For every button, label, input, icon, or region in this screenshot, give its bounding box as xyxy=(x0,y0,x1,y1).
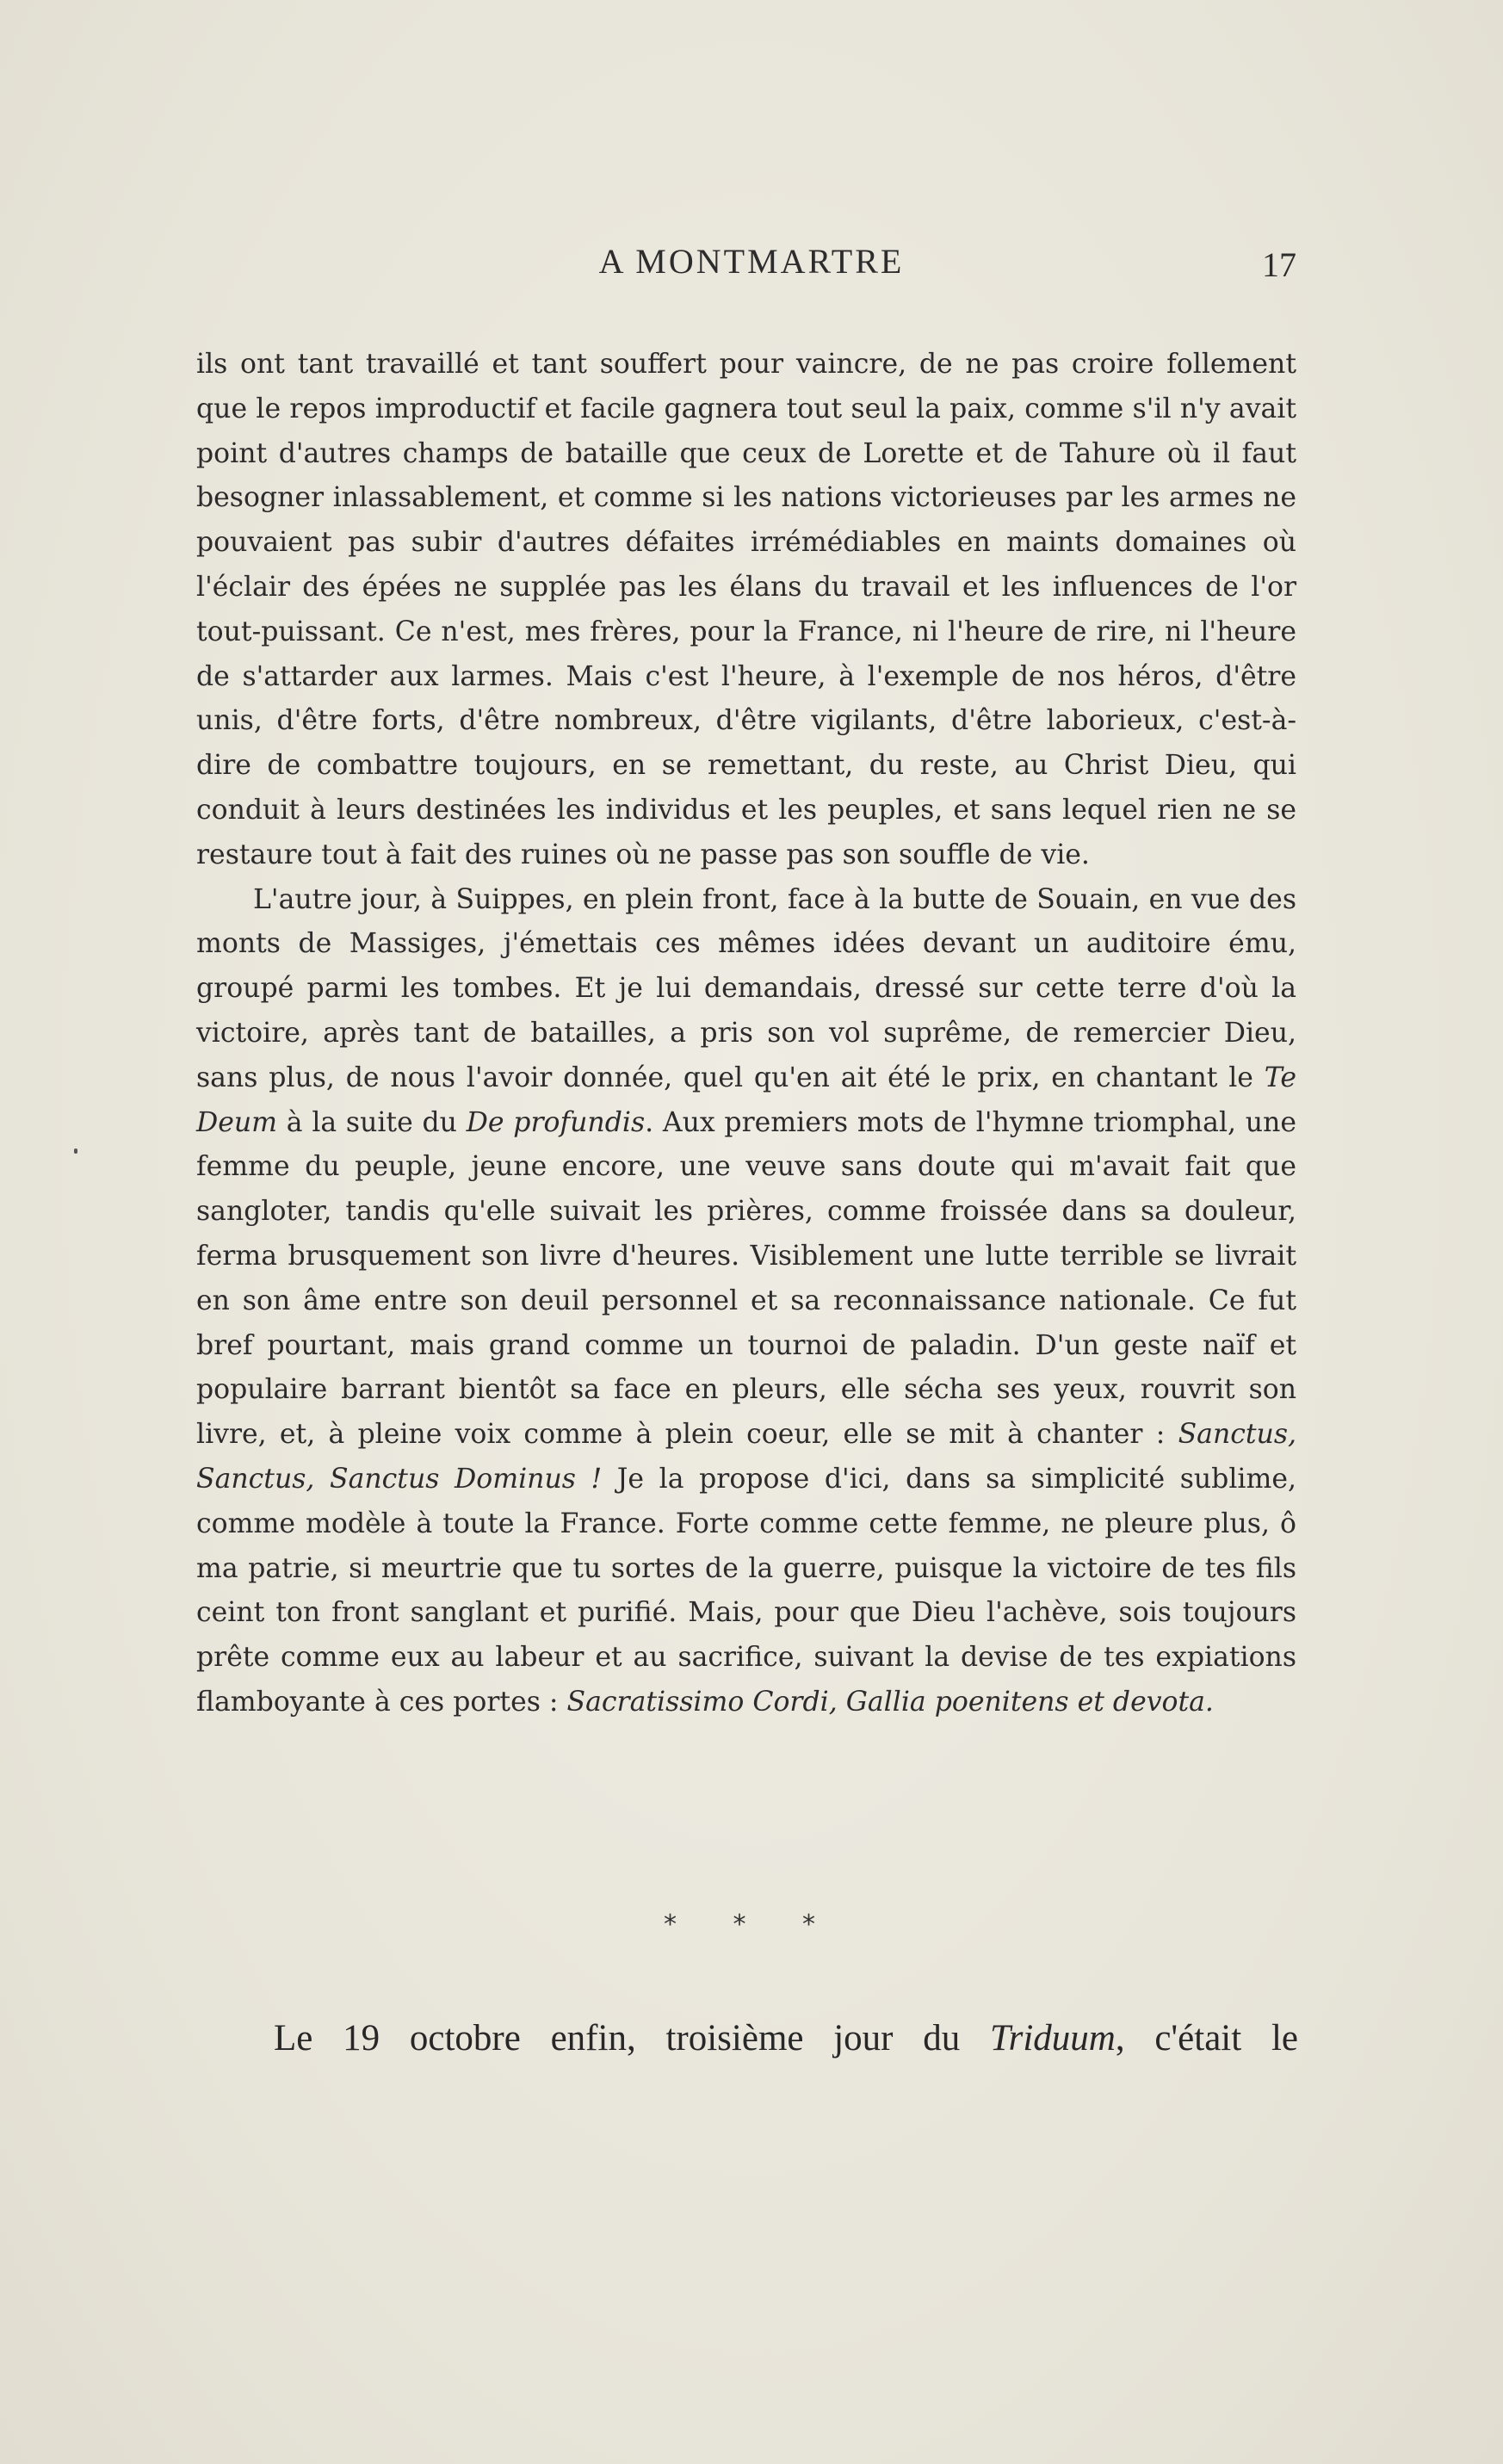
te-deum-italic: Te Deum xyxy=(196,1062,1296,1138)
paragraph-2-part-2: à la suite du xyxy=(277,1106,467,1138)
running-title: A MONTMARTRE xyxy=(598,242,905,281)
triduum-italic: Triduum xyxy=(990,2018,1116,2058)
section-separator: * * * xyxy=(663,1910,840,1940)
devise-italic: Sacratissimo Cordi, Gallia poenitens et devota. xyxy=(566,1686,1214,1718)
running-head xyxy=(0,241,1503,293)
body-text xyxy=(196,343,1296,1725)
page-number: 17 xyxy=(1262,245,1296,284)
paragraph-2-part-1: L'autre jour, à Suippes, en plein front, face à la butte de Souain, en vue des monts de Massiges, j'émettais ces mêmes idées devant un auditoire ému, groupé parmi les tombes. Et je lui demandais, dressé sur cette terre d'où la victoire, après tant de batailles, a pris son vol suprême, de remercier Dieu, sans plus, de nous l'avoir donnée, quel qu'en ait été le prix, en chantant le xyxy=(196,883,1296,1093)
final-line xyxy=(274,2015,1298,2063)
final-line-part-1: Le 19 octobre enfin, troisième jour du xyxy=(274,2018,991,2058)
paragraph-2-part-4: Je la propose d'ici, dans sa simplicité sublime, comme modèle à toute la France. Forte comme cette femme, ne pleure plus, ô ma patrie, si meurtrie que tu sortes de la guerre, puisque la victoire de tes fils ceint ton front sanglant et purifié. Mais, pour que Dieu l'achève, sois toujours prête comme eux au labeur et au sacrifice, suivant la devise de tes expiations flamboyante à ces portes : xyxy=(196,1463,1296,1718)
paragraph-2 xyxy=(196,878,1296,1725)
paragraph-2-part-3: . Aux premiers mots de l'hymne triomphal, une femme du peuple, jeune encore, une veuve sans doute qui m'avait fait que sangloter, tandis qu'elle suivait les prières, comme froissée dans sa douleur, ferma brusquement son livre d'heures. Visiblement une lutte terrible se livrait en son âme entre son deuil personnel et sa reconnaissance nationale. Ce fut bref pourtant, mais grand comme un tournoi de paladin. D'un geste naïf et populaire barrant bientôt sa face en pleurs, elle sécha ses yeux, rouvrit son livre, et, à pleine voix comme à plein coeur, elle se mit à chanter : xyxy=(196,1106,1296,1451)
sanctus-italic: Sanctus, Sanctus, Sanctus Dominus ! xyxy=(196,1419,1296,1495)
de-profundis-italic: De profundis xyxy=(466,1106,646,1138)
paragraph-1: ils ont tant travaillé et tant souffert pour vaincre, de ne pas croire follement que le repos improductif et facile gagnera tout seul la paix, comme s'il n'y avait point d'autres champs de bataille que ceux de Lorette et de Tahure où il faut besogner inlassablement, et comme si les nations victorieuses par les armes ne pouvaient pas subir d'autres défaites irrémédiables en maints domaines où l'éclair des épées ne supplée pas les élans du travail et les influences de l'or tout-puissant. Ce n'est, mes frères, pour la France, ni l'heure de rire, ni l'heure de s'attarder aux larmes. Mais c'est l'heure, à l'exemple de nos héros, d'être unis, d'être forts, d'être nombreux, d'être vigilants, d'être laborieux, c'est-à-dire de combattre toujours, en se remettant, du reste, au Christ Dieu, qui conduit à leurs destinées les individus et les peuples, et sans lequel rien ne se restaure tout à fait des ruines où ne passe pas son souffle de vie. xyxy=(196,349,1296,870)
final-line-part-2: , c'était le xyxy=(1115,2018,1298,2058)
margin-mark xyxy=(74,1148,77,1154)
